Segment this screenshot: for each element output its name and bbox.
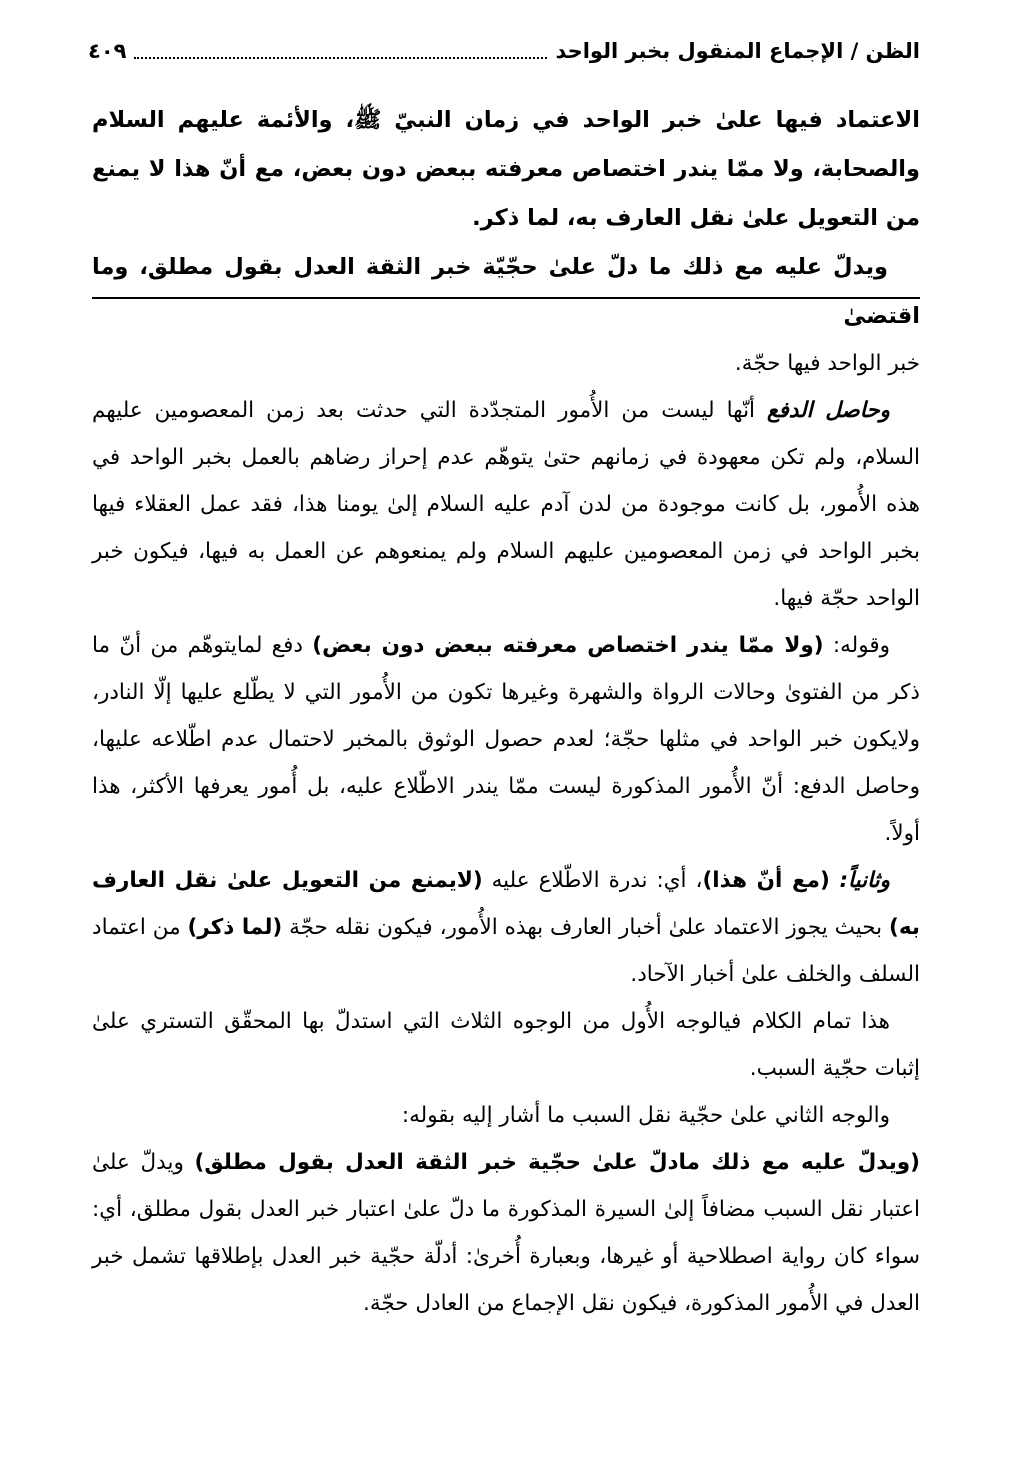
sharh-paragraph-4 (92, 857, 920, 998)
leader-dots (134, 43, 547, 59)
matn-quote: (لما ذكر) (187, 915, 283, 940)
paragraph-text: ويدلّ علىٰ اعتبار نقل السبب مضافاً إلىٰ السيرة المذكورة ما دلّ علىٰ اعتبار خبر العدل بقول مطلق، أي: سواء كان رواية اصطلاحية أو غيرها، وبعبارة أُخرىٰ: أدلّة حجّية خبر العدل بإطلاقها تشمل خبر العدل في الأُمور المذكورة، فيكون نقل الإجماع من العادل حجّة. (92, 1150, 920, 1316)
running-header (88, 34, 920, 68)
sharh-paragraph-1: خبر الواحد فيها حجّة. (734, 351, 920, 376)
matn-quote: (ولا ممّا يندر اختصاص معرفته ببعض دون بعض) (312, 633, 824, 658)
paragraph-text: دفع لمايتوهّم من أنّ ما ذكر من الفتوىٰ وحالات الرواة والشهرة وغيرها تكون من الأُمور التي لا يطّلع عليها إلّا النادر، ولايكون خبر الواحد في مثلها حجّة؛ لعدم حصول الوثوق بالمخبر لاحتمال عدم اطّلاعه عليها، وحاصل الدفع: أنّ الأُمور المذكورة ليست ممّا يندر الاطّلاع عليه، بل أُمور يعرفها الأكثر، هذا أولاً. (92, 633, 920, 846)
matn-quote: (ويدلّ عليه مع ذلك مادلّ علىٰ حجّية خبر الثقة العدل بقول مطلق) (194, 1150, 920, 1175)
sharh-text (92, 340, 920, 1327)
paragraph-text: وقوله: (823, 633, 890, 658)
sharh-paragraph-5: هذا تمام الكلام فيالوجه الأُول من الوجوه الثلاث التي استدلّ بها المحقّق التستري علىٰ إثبات حجّية السبب. (92, 1009, 920, 1081)
sharh-paragraph-3 (92, 622, 920, 857)
page-number: ٤٠٩ (88, 39, 127, 63)
lead-phrase: وثانياً: (839, 868, 890, 893)
paragraph-text: بحيث يجوز الاعتماد علىٰ أخبار العارف بهذه الأُمور، فيكون نقله حجّة (282, 915, 890, 940)
lead-phrase: وحاصل الدفع (767, 398, 891, 423)
matn-paragraph-1: الاعتماد فيها علىٰ خبر الواحد في زمان النبيّ ﷺ، والأئمة عليهم السلام والصحابة، ولا ممّا يندر اختصاص معرفته ببعض دون بعض، مع أنّ هذا لا يمنع من التعويل علىٰ نقل العارف به، لما ذكر. (92, 107, 920, 231)
sharh-paragraph-2 (92, 387, 920, 622)
running-title: الظن / الإجماع المنقول بخبر الواحد (555, 39, 920, 63)
matn-quote: (مع أنّ هذا) (702, 868, 840, 893)
matn-quote: (لايمنع من التعويل علىٰ نقل العارف به) (92, 868, 920, 940)
separator-rule (92, 297, 920, 299)
sharh-paragraph-6: والوجه الثاني علىٰ حجّية نقل السبب ما أشار إليه بقوله: (401, 1103, 890, 1128)
sharh-paragraph-7 (92, 1139, 920, 1327)
paragraph-text: أنّها ليست من الأُمور المتجدّدة التي حدثت بعد زمن المعصومين عليهم السلام، ولم تكن معهودة في زمانهم حتىٰ يتوهّم عدم إحراز رضاهم بالعمل بخبر الواحد في هذه الأُمور، بل كانت موجودة من لدن آدم عليه السلام إلىٰ يومنا هذا، فقد عمل العقلاء فيها بخبر الواحد في زمن المعصومين عليهم السلام ولم يمنعوهم عن العمل به فيها، فيكون خبر الواحد حجّة فيها. (92, 398, 920, 611)
paragraph-text: ، أي: ندرة الاطّلاع عليه (482, 868, 703, 893)
matn-paragraph-2: ويدلّ عليه مع ذلك ما دلّ علىٰ حجّيّة خبر الثقة العدل بقول مطلق، وما اقتضىٰ (92, 254, 920, 329)
matn-text (92, 96, 920, 341)
paragraph-text: من اعتماد السلف والخلف علىٰ أخبار الآحاد. (92, 915, 920, 987)
